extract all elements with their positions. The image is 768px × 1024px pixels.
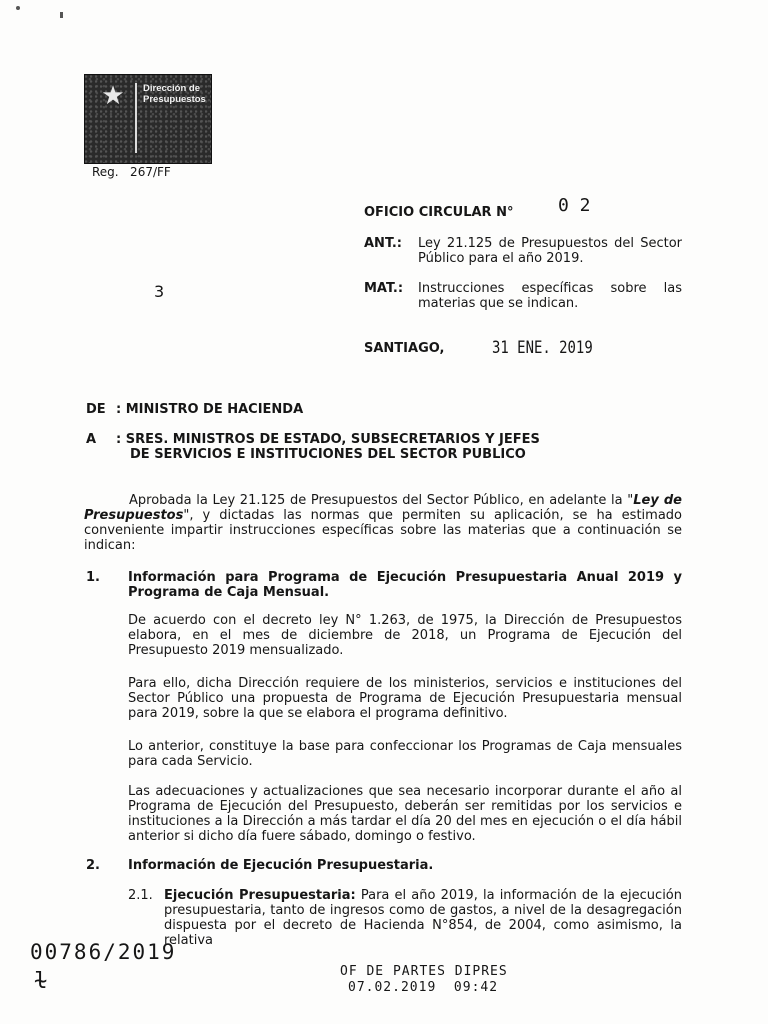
logo-divider (135, 83, 137, 153)
scan-mark (60, 12, 63, 18)
oficio-label: OFICIO CIRCULAR N° (364, 205, 514, 220)
mat-label: MAT.: (364, 281, 404, 296)
section-1-paragraph-4: Las adecuaciones y actualizaciones que sea necesario incorporar durante el año al Programa de Ejecución del Presupuesto, deberán ser remitidas por los servicios e instituciones a la Dirección a más tardar el día 20 del mes en ejecución o el día hábil anterior si dicho día fuere sábado, domingo o festivo. (128, 784, 682, 844)
section-1-number: 1. (86, 570, 100, 585)
reception-stamp-line-2: 07.02.2019 09:42 (348, 980, 499, 995)
section-2-number: 2. (86, 858, 100, 873)
mat-line-2: materias que se indican. (418, 296, 579, 311)
section-1-paragraph-2: Para ello, dicha Dirección requiere de los ministerios, servicios e instituciones del Sector Público una propuesta de Programa de Ejecución Presupuestaria mensual para 2019, sobre la que se elabora el programa definitivo. (128, 676, 682, 721)
ant-label: ANT.: (364, 236, 402, 251)
de-label: DE (86, 402, 106, 417)
section-1-paragraph-3: Lo anterior, constituye la base para confeccionar los Programas de Caja mensuales para cada Servicio. (128, 739, 682, 769)
section-2-heading: Información de Ejecución Presupuestaria. (128, 858, 434, 873)
dipres-logo (84, 74, 212, 164)
star-emblem-icon: ★ (101, 81, 125, 111)
a-label: A (86, 432, 97, 447)
document-number: 00786/2019 (30, 940, 177, 964)
section-1-heading: Información para Programa de Ejecución Presupuestaria Anual 2019 y Programa de Caja Mensual. (128, 570, 682, 600)
reception-stamp-line-1: OF DE PARTES DIPRES (340, 964, 508, 979)
a-line-2: DE SERVICIOS E INSTITUCIONES DEL SECTOR PUBLICO (130, 447, 526, 462)
scan-mark (16, 6, 20, 10)
intro-paragraph: Aprobada la Ley 21.125 de Presupuestos del Sector Público, en adelante la "Ley de Presupuestos", y dictadas las normas que permiten su aplicación, se ha estimado conveniente impartir instrucciones específicas sobre las materias que a continuación se indican: (84, 493, 683, 553)
handwritten-mark: ɫ (34, 969, 48, 994)
logo-text: Dirección de Presupuestos (143, 83, 206, 105)
de-text: : MINISTRO DE HACIENDA (116, 402, 304, 417)
ant-line-2: Público para el año 2019. (418, 251, 584, 266)
oficio-number: 0 2 (558, 195, 591, 216)
santiago-label: SANTIAGO, (364, 341, 445, 356)
mat-line-1: Instrucciones específicas sobre las (418, 281, 682, 296)
ant-line-1: Ley 21.125 de Presupuestos del Sector (418, 236, 682, 251)
section-1-paragraph-1: De acuerdo con el decreto ley N° 1.263, de 1975, la Dirección de Presupuestos elabora, en el mes de diciembre de 2018, un Programa de Ejecución del Presupuesto 2019 mensualizado. (128, 613, 682, 658)
subsection-2-1-text: Ejecución Presupuestaria: Para el año 2019, la información de la ejecución presupuestaria, tanto de ingresos como de gastos, a nivel de la desagregación dispuesta por el decreto de Hacienda N°854, de 2004, como asimismo, la relativa (164, 888, 682, 948)
a-line-1: : SRES. MINISTROS DE ESTADO, SUBSECRETARIOS Y JEFES (116, 432, 540, 447)
date-stamp: 31 ENE. 2019 (492, 338, 593, 358)
margin-number: 3 (154, 282, 165, 301)
subsection-2-1-heading: Ejecución Presupuestaria: (164, 888, 356, 903)
subsection-2-1-number: 2.1. (128, 888, 153, 903)
reg-number: Reg. 267/FF (92, 165, 171, 179)
intro-emphasis: Ley de Presupuestos (84, 493, 683, 523)
